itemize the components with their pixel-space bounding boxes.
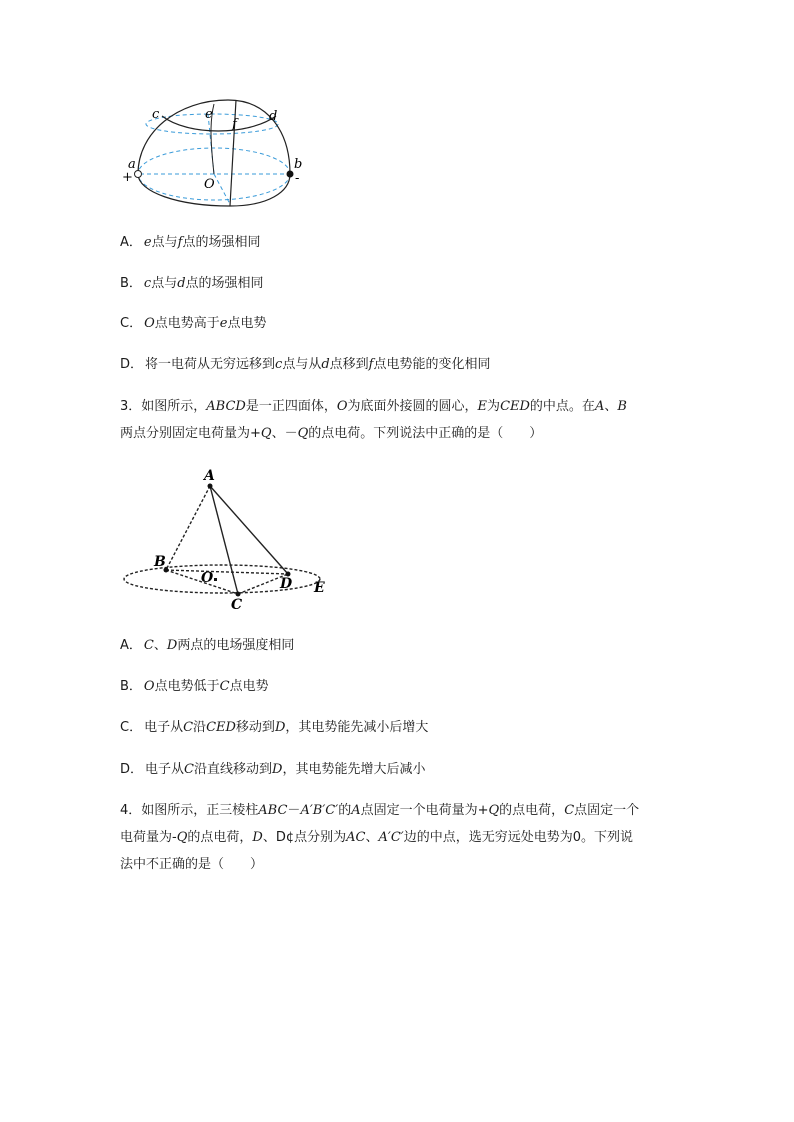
math-symbol: CED [500, 399, 530, 414]
label-A: A [204, 468, 215, 484]
math-symbol: C [183, 720, 194, 735]
text-segment: 边的中点，选无穷远处电势为0。下列说 [403, 830, 634, 845]
text-segment: 两点分别固定电荷量为+ [120, 426, 261, 441]
math-symbol: f [368, 357, 374, 372]
q2-option-a [120, 233, 260, 253]
text-segment: 、 [604, 399, 618, 414]
text-segment: 的 [338, 803, 352, 818]
q4-stem-line3 [120, 855, 263, 875]
text-segment: 点与从 [282, 357, 322, 372]
math-symbol: Q [488, 803, 500, 818]
text-segment: 点的场强相同 [185, 276, 264, 291]
text-segment: 为底面外接圆的圆心， [347, 399, 478, 414]
text-segment: 点移到 [329, 357, 369, 372]
text-segment: 、 [365, 830, 379, 845]
text-segment: 为 [487, 399, 501, 414]
label-C: C [231, 597, 243, 613]
math-symbol: C [564, 803, 575, 818]
text-segment: 点与 [151, 276, 178, 291]
label-O: O [204, 177, 215, 192]
text-segment: 、 [262, 830, 276, 845]
text-segment: 移动到 [235, 720, 275, 735]
q4-stem-line2 [120, 828, 633, 848]
text-segment: 法中不正确的是（ ） [120, 857, 264, 872]
math-symbol: D [252, 830, 263, 845]
text-segment: 的点电荷， [499, 803, 565, 818]
label-c: c [152, 107, 160, 122]
text-segment: － [287, 803, 301, 818]
label-B: B [154, 554, 166, 570]
text-segment: 3．如图所示， [120, 399, 207, 414]
q3-option-c [120, 718, 428, 738]
option-letter: B． [120, 679, 142, 694]
q3-option-d [120, 760, 425, 780]
label-O2: O [201, 570, 214, 586]
math-symbol: Q [260, 426, 272, 441]
math-symbol: AC [346, 830, 366, 845]
text-segment: 的点电荷， [187, 830, 253, 845]
math-symbol: O [143, 679, 155, 694]
math-symbol: A [351, 803, 361, 818]
math-symbol: ABCD [206, 399, 246, 414]
q3-stem-line2 [120, 424, 542, 444]
text-segment: ，其电势能先增大后减小 [282, 762, 426, 777]
math-symbol: d [321, 357, 330, 372]
text-segment: 点电势高于 [154, 316, 220, 331]
option-letter: D． [120, 357, 144, 372]
label-D: D [280, 576, 293, 592]
text-segment: 点电势 [227, 316, 267, 331]
math-symbol: A [594, 399, 605, 414]
text-segment: 点与 [151, 235, 178, 250]
tetrahedron-figure [118, 462, 338, 614]
math-symbol: D [166, 638, 178, 653]
math-symbol: e [219, 316, 228, 331]
label-b: b [294, 157, 303, 172]
text-segment: 点固定一个 [574, 803, 640, 818]
hemisphere-figure [118, 92, 318, 212]
q4-stem-line1 [120, 801, 639, 821]
q3-option-a [120, 636, 294, 656]
text-segment: 沿直线移动到 [193, 762, 272, 777]
option-letter: A． [120, 235, 142, 250]
label-d: d [269, 109, 278, 124]
text-segment: 点的场强相同 [182, 235, 261, 250]
text-segment: 点分别为 [294, 830, 347, 845]
label-E: E [314, 580, 325, 596]
text-segment: 、－ [271, 426, 298, 441]
math-symbol: C [219, 679, 230, 694]
option-letter: B． [120, 276, 142, 291]
text-segment: 是一正四面体， [245, 399, 337, 414]
text-segment: 沿 [193, 720, 207, 735]
math-symbol: A′B′C′ [300, 803, 339, 818]
math-symbol: C [184, 762, 194, 777]
text-segment: 、 [153, 638, 167, 653]
option-letter: C． [120, 720, 143, 735]
text-segment: 将一电荷从无穷远移到 [145, 357, 276, 372]
q2-option-c [120, 314, 266, 334]
option-letter: C． [120, 316, 143, 331]
text-segment: 点电势 [229, 679, 269, 694]
q2-option-b [120, 274, 264, 294]
math-symbol: Q [297, 426, 309, 441]
q3-option-b [120, 677, 269, 697]
text-segment: 点电势低于 [154, 679, 220, 694]
math-symbol: ABC [258, 803, 288, 818]
math-symbol: E [477, 399, 488, 414]
text-segment: 电荷量为- [120, 830, 177, 845]
math-symbol: CED [206, 720, 236, 735]
math-symbol: c [143, 276, 152, 291]
text-segment: 点电势能的变化相同 [373, 357, 491, 372]
text-segment: 的点电荷。下列说法中正确的是（ ） [308, 426, 543, 441]
label-a: a [128, 157, 136, 172]
text-segment: 电子从 [145, 762, 185, 777]
math-symbol: d [177, 276, 186, 291]
text-segment: 点固定一个电荷量为+ [360, 803, 489, 818]
math-symbol: D [272, 762, 283, 777]
math-symbol: B [617, 399, 627, 414]
option-letter: D． [120, 762, 144, 777]
math-symbol: A′C′ [378, 830, 404, 845]
q2-option-d [120, 355, 491, 375]
math-symbol: e [143, 235, 152, 250]
math-symbol: C [143, 638, 154, 653]
text-segment: 两点的电场强度相同 [177, 638, 295, 653]
math-symbol: f [177, 235, 183, 250]
math-symbol: c [275, 357, 283, 372]
label-f: f [232, 117, 237, 132]
label-e: e [205, 107, 213, 122]
label-plus: + [122, 170, 133, 185]
label-minus: - [295, 171, 300, 186]
option-letter: A． [120, 638, 142, 653]
math-symbol: D [274, 720, 286, 735]
math-symbol: O [336, 399, 348, 414]
q3-stem-line1 [120, 397, 627, 417]
text-segment: ，其电势能先减小后增大 [285, 720, 429, 735]
math-symbol: Q [176, 830, 188, 845]
text-segment: 电子从 [144, 720, 184, 735]
text-segment: 的中点。在 [529, 399, 595, 414]
math-symbol: O [144, 316, 155, 331]
text-segment: 4．如图所示，正三棱柱 [120, 803, 259, 818]
text-segment: D¢ [275, 830, 295, 845]
